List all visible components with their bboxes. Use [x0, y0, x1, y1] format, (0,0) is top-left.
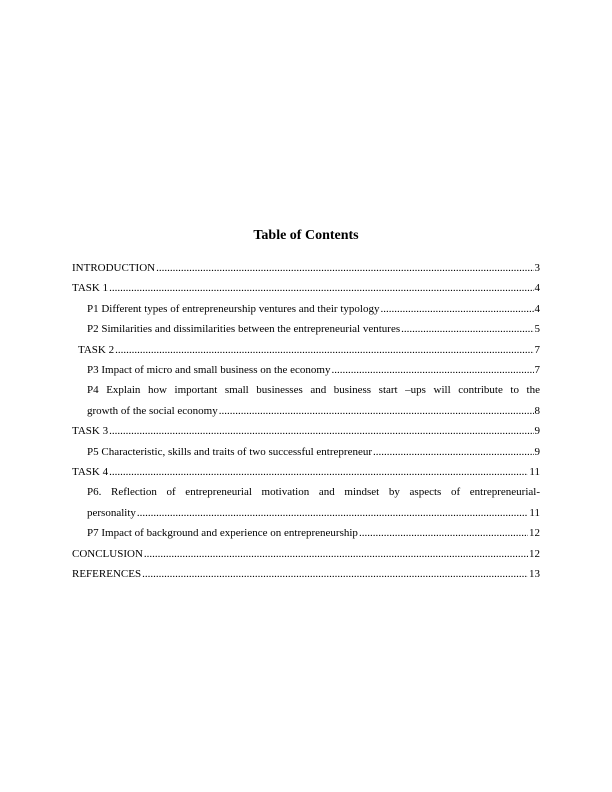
- toc-entry-task-4[interactable]: [72, 462, 540, 482]
- toc-entry-title: TASK 3: [72, 425, 109, 438]
- toc-entry-page: 3: [534, 262, 540, 274]
- toc-entry-introduction[interactable]: [72, 258, 540, 278]
- toc-entry-title: P7 Impact of background and experience on entrepreneurship: [87, 527, 358, 540]
- dot-leader: [109, 421, 533, 441]
- dot-leader: [156, 258, 533, 278]
- dot-leader: [142, 564, 528, 584]
- dot-leader: [109, 462, 528, 482]
- toc-entry-conclusion[interactable]: [72, 544, 540, 564]
- toc-entry-p3[interactable]: [72, 360, 540, 380]
- toc-entry-title: INTRODUCTION: [72, 262, 156, 274]
- toc-entry-title: P2 Similarities and dissimilarities between the entrepreneurial ventures: [87, 323, 401, 336]
- toc-entry-p1[interactable]: [72, 299, 540, 319]
- toc-entry-title-line2: growth of the social economy: [87, 404, 218, 417]
- toc-entry-title: TASK 4: [72, 466, 109, 479]
- toc-entry-title: TASK 1: [72, 282, 109, 295]
- toc-entry-task-2[interactable]: [72, 340, 540, 360]
- toc-entry-page: 4: [534, 282, 540, 295]
- dot-leader: [373, 442, 533, 462]
- dot-leader: [219, 401, 534, 421]
- dot-leader: [359, 523, 528, 543]
- toc-entry-page: 5: [534, 323, 540, 336]
- toc-entry-title: REFERENCES: [72, 568, 142, 581]
- toc-entry-task-1[interactable]: [72, 278, 540, 298]
- toc-entry-page: 9: [534, 425, 540, 438]
- toc-entry-title-line1: P6. Reflection of entrepreneurial motivation and mindset by aspects of entrepreneurial-: [87, 486, 540, 499]
- toc-entry-page: 4: [534, 302, 540, 315]
- toc-entry-p5[interactable]: [72, 442, 540, 462]
- toc-title: Table of Contents: [253, 228, 359, 243]
- toc-entry-page: 11: [529, 466, 540, 479]
- toc-entry-task-3[interactable]: [72, 421, 540, 441]
- table-of-contents: [72, 226, 540, 585]
- toc-entry-p2[interactable]: [72, 319, 540, 339]
- toc-entry-title: P3 Impact of micro and small business on the economy: [87, 364, 331, 377]
- dot-leader: [380, 299, 533, 319]
- toc-list: [72, 258, 540, 585]
- toc-entry-page: 9: [534, 445, 540, 458]
- dot-leader: [115, 340, 533, 360]
- toc-entry-page: 7: [534, 364, 540, 377]
- toc-entry-title-line2: personality: [87, 506, 136, 519]
- toc-entry-title-line1: P4 Explain how important small businesses and business start –ups will contribute to the: [87, 384, 540, 397]
- toc-entry-title: CONCLUSION: [72, 547, 143, 560]
- toc-entry-title: TASK 2: [78, 343, 115, 356]
- toc-entry-title: P1 Different types of entrepreneurship ventures and their typology: [87, 302, 380, 315]
- dot-leader: [401, 319, 533, 339]
- toc-entry-references[interactable]: [72, 564, 540, 584]
- toc-entry-title: P5 Characteristic, skills and traits of two successful entrepreneur: [87, 445, 373, 458]
- toc-entry-p7[interactable]: [72, 523, 540, 543]
- dot-leader: [137, 503, 529, 523]
- toc-entry-page: 13: [529, 568, 540, 581]
- toc-entry-page: 8: [534, 404, 540, 417]
- toc-entry-page: 11: [529, 506, 540, 519]
- dot-leader: [109, 278, 533, 298]
- toc-entry-page: 12: [529, 527, 540, 540]
- toc-entry-page: 7: [534, 343, 540, 356]
- toc-entry-page: 12: [529, 547, 540, 560]
- dot-leader: [144, 544, 528, 564]
- toc-entry-p4[interactable]: [72, 380, 540, 421]
- dot-leader: [331, 360, 533, 380]
- toc-entry-p6[interactable]: [72, 482, 540, 523]
